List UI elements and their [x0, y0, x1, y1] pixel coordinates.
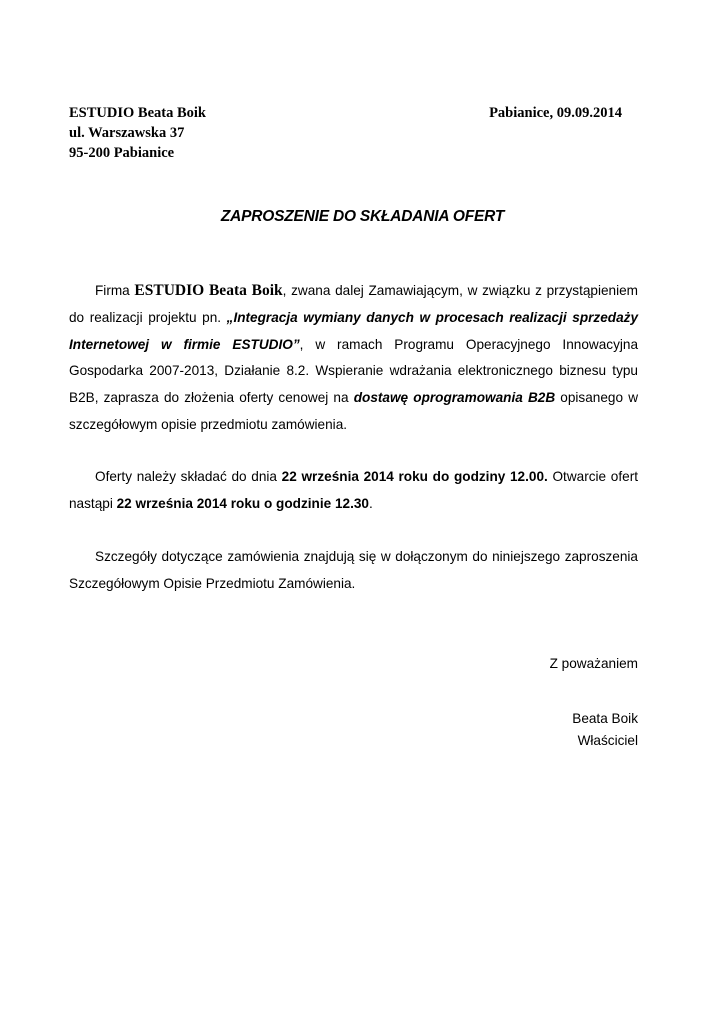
- p2-text-2: Otwarcie ofert nastąpi: [69, 469, 639, 511]
- letter-title: ZAPROSZENIE DO SKŁADANIA OFERT: [220, 208, 505, 225]
- p2-text-1: Oferty należy składać do dnia: [95, 469, 282, 484]
- p1-project-name: „Integracja wymiany danych w procesach realizacji sprzedaży Internetowej w firmie ESTUDIO”: [69, 309, 639, 352]
- paragraph-details: [69, 544, 638, 598]
- p1-text-1: Firma: [95, 283, 135, 298]
- sender-city: 95-200 Pabianice: [69, 145, 175, 161]
- p1-subject: dostawę oprogramowania B2B: [353, 390, 556, 406]
- p3-text: Szczegóły dotyczące zamówienia znajdują się w dołączonym do niniejszego zaproszenia Szczegółowym Opisie Przedmiotu Zamówienia.: [69, 549, 638, 591]
- p1-text-2: , zwana dalej Zamawiającym, w związku z przystąpieniem do realizacji projektu pn.: [69, 283, 639, 325]
- p1-text-4: opisanego w szczegółowym opisie przedmiotu zamówienia.: [69, 390, 639, 432]
- p2-text-3: .: [368, 495, 373, 511]
- signature-block: [572, 708, 638, 752]
- signature-role: Właściciel: [577, 733, 638, 748]
- sender-company: ESTUDIO Beata Boik: [69, 105, 206, 121]
- p1-text-3: , w ramach Programu Operacyjnego Innowacyjna Gospodarka 2007-2013, Działanie 8.2. Wspieranie wdrażania elektronicznego biznesu typu B2B, zaprasza do złożenia oferty cenowej na: [69, 336, 639, 406]
- p2-deadline: 22 września 2014 roku do godziny 12.00.: [281, 469, 548, 484]
- letter-header: [69, 103, 622, 163]
- paragraph-deadline: [69, 464, 638, 518]
- paragraph-invitation: [69, 278, 638, 439]
- p2-opening: 22 września 2014 roku o godzinie 12.30: [116, 495, 369, 511]
- closing-greeting: Z poważaniem: [549, 656, 638, 671]
- signature-name: Beata Boik: [572, 711, 638, 726]
- p1-company: ESTUDIO Beata Boik: [134, 282, 283, 299]
- sender-street: ul. Warszawska 37: [69, 125, 185, 141]
- place-date: Pabianice, 09.09.2014: [489, 105, 622, 121]
